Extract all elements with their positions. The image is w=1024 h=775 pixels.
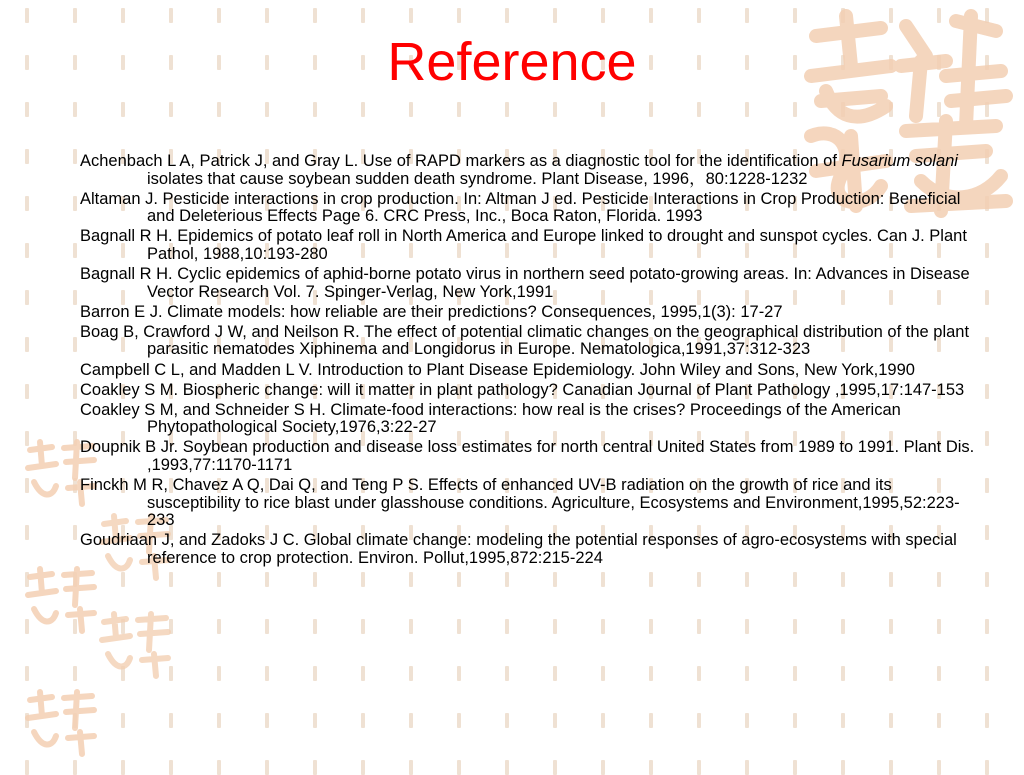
reference-text: Coakley S M. Biospheric change: will it matter in plant pathology? Canadian Journal of Plant Pathology ,1995,17:147-153 [80,380,965,399]
reference-text: Campbell C L, and Madden L V. Introduction to Plant Disease Epidemiology. John Wiley and Sons, New York,1990 [80,360,915,379]
reference-item [80,439,980,474]
reference-item [80,266,980,301]
reference-item [80,191,980,226]
reference-text: Altaman J. Pesticide interactions in crop production. In: Altman J ed. Pesticide Interactions in Crop Production: Beneficial and Deleterious Effects Page 6. CRC Press, Inc., Boca Raton, Florida. 1993 [80,189,961,226]
reference-text: Bagnall R H. Epidemics of potato leaf roll in North America and Europe linked to drought and sunspot cycles. Can J. Plant Pathol, 1988,10:193-280 [80,227,967,263]
reference-text: Boag B, Crawford J W, and Neilson R. The effect of potential climatic changes on the geographical distribution of the plant parasitic nematodes Xiphinema and Longidorus in Europe. Nematologica,1991,37:312-323 [80,322,970,359]
reference-list [80,153,980,570]
reference-text: Goudriaan J, and Zadoks J C. Global climate change: modeling the potential responses of agro-ecosystems with special reference to crop protection. Environ. Pollut,1995,872:215-224 [80,531,957,567]
reference-item [80,362,980,380]
reference-text: Achenbach L A, Patrick J, and Gray L. Use of RAPD markers as a diagnostic tool for the identification of [80,152,842,170]
reference-item [80,382,980,400]
reference-text: Finckh M R, Chavez A Q, Dai Q, and Teng P S. Effects of enhanced UV-B radiation on the growth of rice and its susceptibility to rice blast under glasshouse conditions. Agriculture, Ecosystems and Environment,1995,52:223-233 [80,476,960,530]
seal-decoration-3 [22,565,100,635]
reference-item [80,228,980,263]
seal-decoration-5 [22,688,100,758]
reference-item [80,304,980,322]
slide-title: Reference [387,32,637,92]
reference-text: Barron E J. Climate models: how reliable are their predictions? Consequences, 1995,1(3): 17-27 [80,302,783,321]
reference-text: Doupnik B Jr. Soybean production and disease loss estimates for north central United States from 1989 to 1991. Plant Dis. ,1993,77:1170-1171 [80,438,975,474]
reference-item [80,324,980,359]
reference-text-tail: isolates that cause soybean sudden death syndrome. Plant Disease, 1996，80:1228-1232 [147,169,808,188]
reference-item [80,153,980,188]
reference-item [80,402,980,437]
reference-text: Bagnall R H. Cyclic epidemics of aphid-borne potato virus in northern seed potato-growing areas. In: Advances in Disease Vector Research Vol. 7. Spinger-Verlag, New York,1991 [80,265,970,301]
reference-text: Coakley S M, and Schneider S H. Climate-food interactions: how real is the crises? Proceedings of the American Phytopathological Society,1976,3:22-27 [80,400,901,437]
reference-item [80,477,980,530]
seal-decoration-4 [95,610,175,680]
reference-italic-text: Fusarium solani [841,152,958,170]
reference-item [80,532,980,567]
